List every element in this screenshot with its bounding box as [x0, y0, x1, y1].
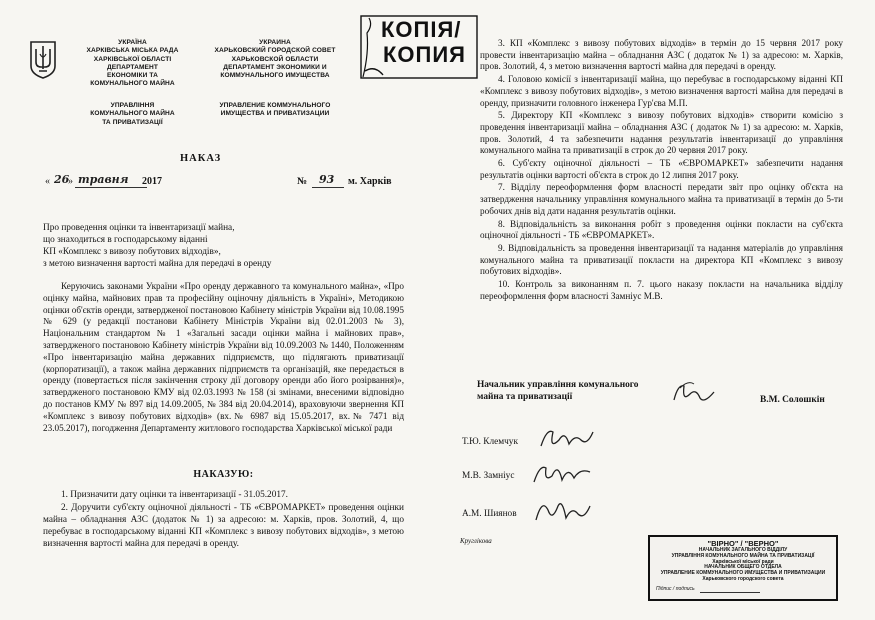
header-line: ХАРЬКОВСКОЙ ОБЛАСТИ — [231, 55, 319, 63]
certify-stamp-line: Харьковского городского совета — [702, 575, 784, 582]
trident-emblem-icon — [28, 40, 58, 80]
preamble — [43, 281, 404, 435]
stamp-text-2: КОПИЯ — [383, 42, 466, 67]
header-line: УКРАЇНА — [118, 39, 147, 46]
order-item: 10. Контроль за виконанням п. 7. цього наказу покласти на начальника відділу переоформлення форм власності Замніус М.В. — [480, 279, 843, 301]
header-left-ua — [70, 39, 195, 89]
preamble-text: Керуючись законами України «Про оренду державного та комунального майна», «Про оцінку майна, майнових прав та професійну оціночну діяльність в Україні», Методикою оцінки об'єктів оренди, затвердженої постановою Кабінету міністрів України від 10.08.1995 № 629 (у редакції постанови Кабінету Міністрів України від 02.01.2003 № 3), Національним стандартом № 1 «Загальні засади оцінки майна і майнових прав», затвердженого постановою Кабінету міністрів України від 10.09.2003 № 1440, Положенням «Про інвентаризацію майна державних підприємств, що підлягають приватизації (корпоратизації), а також майна державних підприємств та організацій, яке передається в оренду (повертається після закінчення строку дії договору оренди або його розірвання)», затвердженого постановою КМУ від 02.03.1993 № 158 (зі змінами, внесеними відповідно до постанов КМУ № 897 від 14.09.2005, № 384 від 20.04.2014), враховуючи звернення КП «Комплекс з вивозу побутових відходів» (вх.№ 6987 від 15.05.2017, вх.№ 7471 від 23.05.2017), погодження Департаменту житлового господарства Харківської міської ради — [43, 281, 404, 433]
certify-stamp-line: УПРАВЛЕНИЕ КОММУНАЛЬНОГО ИМУЩЕСТВА И ПРИВАТИЗАЦИИ — [660, 570, 826, 577]
certify-stamp-head: "ВІРНО" / "ВЕРНО" — [707, 539, 779, 548]
order-item: 4. Головою комісії з інвентаризації майна, що перебуває в господарському віданні КП «Комплекс з вивозу побутових відходів», з метою визначення вартості майна для передачі в оренду, призначити головного інженера Гур'єва М.П. — [480, 74, 843, 108]
header-right-ru-2 — [200, 102, 350, 119]
order-city: м. Харків — [348, 176, 392, 187]
order-title: НАКАЗ — [180, 153, 222, 164]
copy-stamp — [359, 13, 479, 81]
subject-line: КП «Комплекс з вивозу побутових відходів», — [43, 246, 221, 257]
order-item: 7. Відділу переоформлення форм власності передати звіт про оцінку об'єкта на затвердження начальнику управління комунального майна та приватизації в термін до 5-ти робочих днів від дати надання результатів оцінки. — [480, 182, 843, 216]
certify-stamp-line: Харківської міської ради — [712, 558, 774, 565]
order-number: 93 — [319, 173, 335, 186]
order-item: 5. Директору КП «Комплекс з вивозу побутових відходів» створити комісію з проведення інвентаризації майна – обладнання АЗС ( додаток № 1) за адресою: м. Харків, пров. Золотий, 4 та забезпечити надання результатів інвентаризації до управління комунального майна та приватизації в строк до 20 червня 2017 року. — [480, 110, 843, 156]
approver-signature-icon — [532, 458, 592, 490]
header-line: ДЕПАРТАМЕНТ ЭКОНОМИКИ И — [223, 63, 327, 71]
order-item: 3. КП «Комплекс з вивозу побутових відходів» в термін до 15 червня 2017 року провести інвентаризацію майна – обладнання АЗС ( додаток № 1) за адресою: м. Харків, пров. Золотий, 4, з метою визначення вартості майна для передачі в оренду. — [480, 38, 843, 72]
stamp-text-1: КОПІЯ/ — [381, 17, 462, 42]
approver-name: А.М. Шиянов — [462, 509, 517, 519]
certify-stamp-lines — [652, 548, 834, 583]
order-day: 26 — [54, 173, 70, 186]
header-line: ХАРКІВСЬКА МІСЬКА РАДА — [86, 47, 179, 55]
header-line: ЕКОНОМІКИ ТА — [107, 72, 158, 80]
header-line: КОМУНАЛЬНОГО МАЙНА — [90, 80, 175, 88]
signatory-title-line: майна та приватизації — [477, 391, 573, 402]
order-item: 9. Відповідальність за проведення інвентаризації та надання матеріалів до управління комунального майна та приватизації покласти на директора КП «Комплекс з вивозу побутових відходів». — [480, 242, 843, 277]
approver-1 — [462, 434, 612, 454]
approver-name: М.В. Замніус — [462, 471, 515, 481]
executor-note: Круглікова — [460, 537, 492, 545]
header-line: УКРАИНА — [259, 39, 291, 46]
signatory-title — [477, 380, 697, 404]
order-date: « 26 » травня 2017 № 93 м. Харків — [45, 173, 392, 187]
order-item: 6. Суб'єкту оціночної діяльності – ТБ «ЄВРОМАРКЕТ» забезпечити надання результатів оцінки вартості об'єкта в строк до 12 липня 2017 року. — [480, 158, 843, 180]
items-right — [480, 38, 843, 303]
signature-mark-icon — [670, 380, 720, 415]
header-line: УПРАВЛЕНИЕ КОММУНАЛЬНОГО — [219, 102, 331, 109]
signatory-title-line: Начальник управління комунального — [477, 380, 639, 390]
header-line: УПРАВЛІННЯ — [110, 102, 155, 109]
approver-signature-icon — [537, 424, 597, 456]
order-item: 2. Доручити суб'єкту оціночної діяльності - ТБ «ЄВРОМАРКЕТ» проведення оцінки майна – обладнання АЗС (додаток № 1) за адресою: м. Харків, пров. Золотий, 4, що перебуває в господарському віданні КП «Комплекс з вивозу побутових відходів», з метою визначення вартості майна для передачі в оренду. — [43, 502, 404, 549]
header-line: ХАРЬКОВСКИЙ ГОРОДСКОЙ СОВЕТ — [214, 47, 336, 55]
certify-stamp — [648, 535, 838, 601]
signatory-name: В.М. Солошкін — [760, 395, 825, 405]
order-year: 2017 — [142, 176, 162, 187]
approver-2 — [462, 468, 612, 488]
certify-stamp-line: НАЧАЛЬНИК ЗАГАЛЬНОГО ВІДДІЛУ — [698, 547, 788, 553]
subject-line: з метою визначення вартості майна для передачі в оренду — [43, 258, 272, 269]
header-line: КОМУНАЛЬНОГО МАЙНА — [90, 110, 175, 118]
approver-3 — [462, 506, 612, 526]
order-subject — [43, 223, 343, 271]
header-line: ТА ПРИВАТИЗАЦІЇ — [102, 118, 163, 126]
approver-signature-icon — [532, 496, 592, 528]
items-left — [43, 490, 404, 552]
approver-name: Т.Ю. Клемчук — [462, 437, 518, 447]
header-left-ua-2 — [70, 102, 195, 127]
header-line: КОММУНАЛЬНОГО ИМУЩЕСТВА — [220, 72, 330, 80]
subject-line: Про проведення оцінки та інвентаризації майна, — [43, 223, 235, 233]
certify-stamp-line: УПРАВЛІННЯ КОМУНАЛЬНОГО МАЙНА ТА ПРИВАТИЗАЦІЇ — [671, 552, 815, 559]
header-line: ИМУЩЕСТВА И ПРИВАТИЗАЦИИ — [220, 110, 330, 118]
order-item: 1. Призначити дату оцінки та інвентаризації - 31.05.2017. — [61, 490, 288, 500]
order-month: травня — [78, 173, 129, 186]
header-line: ХАРКІВСЬКОЇ ОБЛАСТІ — [93, 55, 172, 63]
header-line: ДЕПАРТАМЕНТ — [106, 63, 159, 71]
orders-heading: НАКАЗУЮ: — [193, 469, 254, 480]
header-right-ru — [200, 39, 350, 80]
order-item: 8. Відповідальність за виконання робіт з проведення оцінки покласти на суб'єкта оціночної діяльності - ТБ «ЄВРОМАРКЕТ». — [480, 218, 843, 241]
subject-line: що знаходиться в господарському віданні — [43, 234, 208, 245]
order-number-prefix: № — [297, 176, 308, 187]
certify-stamp-sign: Підпис / подпись — [656, 586, 695, 592]
certify-stamp-line: НАЧАЛЬНИК ОБЩЕГО ОТДЕЛА — [704, 564, 782, 571]
